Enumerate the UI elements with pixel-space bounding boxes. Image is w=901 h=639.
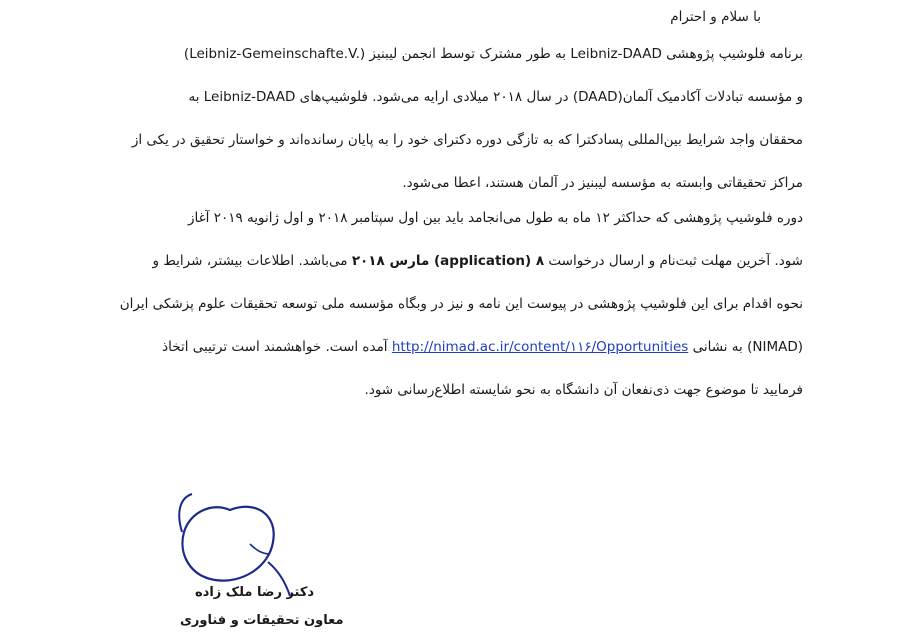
paragraph-2-line-2: [103, 250, 803, 293]
program-name: Leibniz-DAAD: [203, 89, 296, 105]
text-segment: آمده است. خواهشمند است ترتیبی اتخاذ: [162, 339, 392, 355]
text-segment: می‌باشد. اطلاعات بیشتر، شرایط و: [152, 253, 352, 269]
paragraph-2-line-1: دوره فلوشیپ پژوهشی که حداکثر ۱۲ ماه به طول می‌انجامد باید بین اول سپتامبر ۲۰۱۸ و اول ژانویه ۲۰۱۹ آغاز: [187, 210, 803, 226]
paragraph-2-line-5: فرمایید تا موضوع جهت ذی‌نفعان آن دانشگاه به نحو شایسته اطلاع‌رسانی شود.: [364, 382, 803, 398]
paragraph-2-line-4: [103, 336, 803, 379]
text-segment: برنامه فلوشیپ پژوهشی: [661, 46, 803, 62]
signatory-name: دکتر رضا ملک زاده: [195, 585, 315, 600]
text-segment: در سال ۲۰۱۸ میلادی ارایه می‌شود. فلوشیپ‌های: [295, 89, 573, 105]
text-segment: به نشانی: [688, 339, 748, 355]
organization-acronym: (DAAD): [572, 89, 623, 105]
text-segment: شود. آخرین مهلت ثبت‌نام و ارسال درخواست: [544, 253, 803, 269]
paragraph-2-line-3: نحوه اقدام برای این فلوشیپ پژوهشی در پیوست این نامه و نیز در وبگاه مؤسسه ملی توسعه تحقیقات علوم پزشکی ایران: [119, 296, 803, 312]
paragraph-1-line-3: محققان واجد شرایط بین‌المللی پسادکترا که به تازگی دوره دکترای خود را به پایان رسانده‌اند و خواستار تحقیق در یکی از: [131, 132, 803, 148]
text-segment: و مؤسسه تبادلات آکادمیک آلمان: [622, 89, 803, 105]
application-term: (application): [434, 253, 532, 269]
text-segment: به: [188, 89, 204, 105]
paragraph-2: [103, 207, 803, 422]
paragraph-1: [103, 43, 803, 215]
program-name: Leibniz-DAAD: [570, 46, 662, 62]
paragraph-1-line-1: [103, 43, 803, 86]
opportunities-link[interactable]: http://nimad.ac.ir/content/۱۱۶/Opportunities: [391, 339, 689, 355]
text-segment: به طور مشترک توسط انجمن لیبنیز: [365, 46, 571, 62]
paragraph-1-line-4: مراکز تحقیقاتی وابسته به مؤسسه لیبنیز در آلمان هستند، اعطا می‌شود.: [402, 175, 803, 191]
organization-name: (Leibniz-Gemeinschafte.V.): [183, 46, 366, 62]
paragraph-1-line-2: [103, 86, 803, 129]
organization-acronym: (NIMAD): [747, 339, 803, 355]
signatory-title: معاون تحقیقات و فناوری: [180, 613, 344, 628]
deadline-date: ۸ مارس ۲۰۱۸: [351, 253, 545, 269]
greeting: با سلام و احترام: [670, 9, 761, 25]
